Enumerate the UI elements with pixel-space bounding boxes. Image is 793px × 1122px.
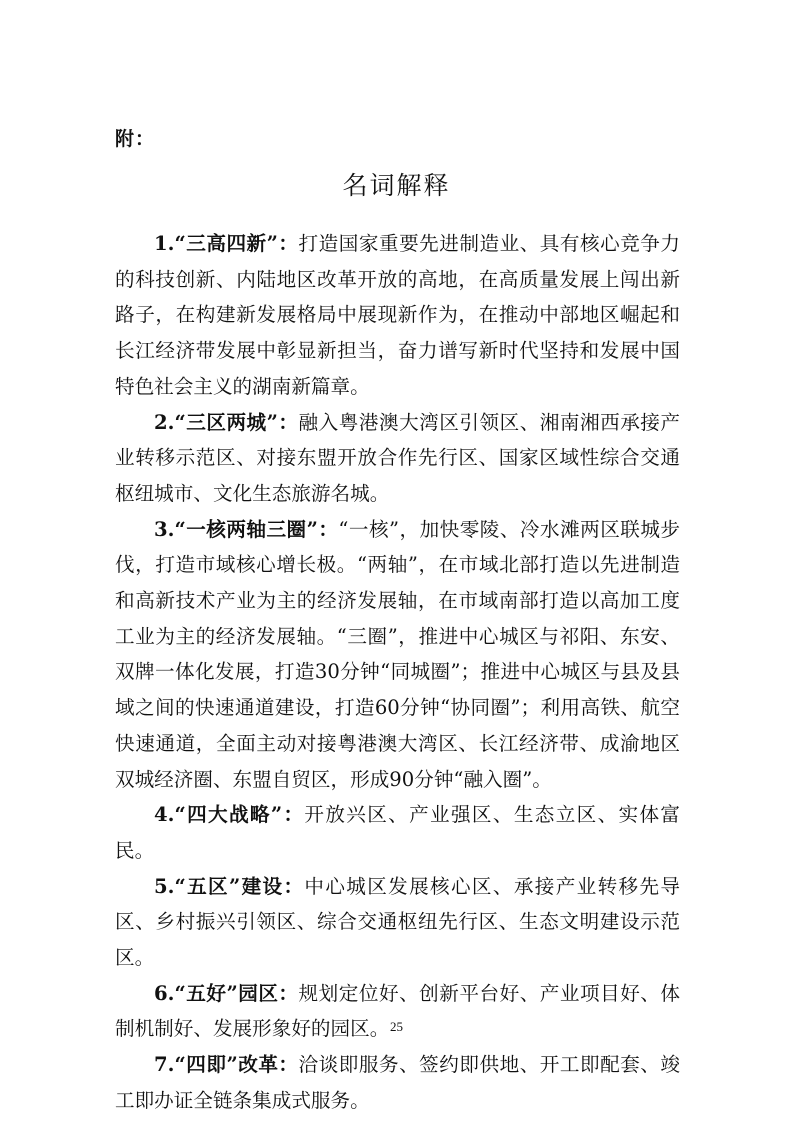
term-label: 4.“四大战略”： [154, 803, 305, 827]
term-item-2 [115, 405, 680, 512]
term-definition: “一核”，加快零陵、冷水滩两区联城步伐，打造市域核心增长极。“两轴”，在市域北部打造以先进制造和高新技术产业为主的经济发展轴，在市域南部打造以高加工度工业为主的经济发展轴。“三圈”，推进中心城区与祁阳、东安、双牌一体化发展，打造30分钟“同城圈”；推进中心城区与县及县域之间的快速通道建设，打造60分钟“协同圈”；利用高铁、航空快速通道，全面主动对接粤港澳大湾区、长江经济带、成渝地区双城经济圈、东盟自贸区，形成90分钟“融入圈”。 [115, 517, 680, 791]
page-number: 25 [390, 1019, 403, 1034]
term-item-5 [115, 869, 680, 976]
term-item-6 [115, 976, 680, 1047]
term-definition: 开放兴区、产业强区、生态立区、实体富民。 [115, 803, 681, 862]
term-item-1 [115, 226, 680, 405]
term-item-3 [115, 512, 680, 798]
term-label: 1.“三高四新”： [154, 232, 299, 255]
term-definition: 中心城区发展核心区、承接产业转移先导区、乡村振兴引领区、综合交通枢纽先行区、生态文明建设示范区。 [115, 874, 681, 970]
term-label: 5.“五区”建设： [154, 874, 305, 898]
term-label: 6.“五好”园区： [154, 981, 299, 1005]
appendix-label: 附： [115, 128, 156, 150]
page-title: 名词解释 [342, 171, 451, 200]
term-item-4 [115, 797, 680, 868]
term-list [115, 226, 680, 1119]
term-definition: 洽谈即服务、签约即供地、开工即配套、竣工即办证全链条集成式服务。 [115, 1053, 681, 1112]
term-definition: 融入粤港澳大湾区引领区、湘南湘西承接产业转移示范区、对接东盟开放合作先行区、国家区域性综合交通枢纽城市、文化生态旅游名城。 [115, 410, 681, 505]
term-label: 2.“三区两城”： [154, 410, 299, 434]
term-definition: 打造国家重要先进制造业、具有核心竞争力的科技创新、内陆地区改革开放的高地，在高质量发展上闯出新路子，在构建新发展格局中展现新作为，在推动中部地区崛起和长江经济带发展中彰显新担当，奋力谱写新时代坚持和发展中国特色社会主义的湖南新篇章。 [115, 232, 681, 398]
term-item-7 [115, 1047, 680, 1118]
term-label: 3.“一核两轴三圈”： [154, 517, 339, 541]
term-label: 7.“四即”改革： [154, 1053, 299, 1077]
term-definition: 规划定位好、创新平台好、产业项目好、体制机制好、发展形象好的园区。 [115, 981, 681, 1041]
